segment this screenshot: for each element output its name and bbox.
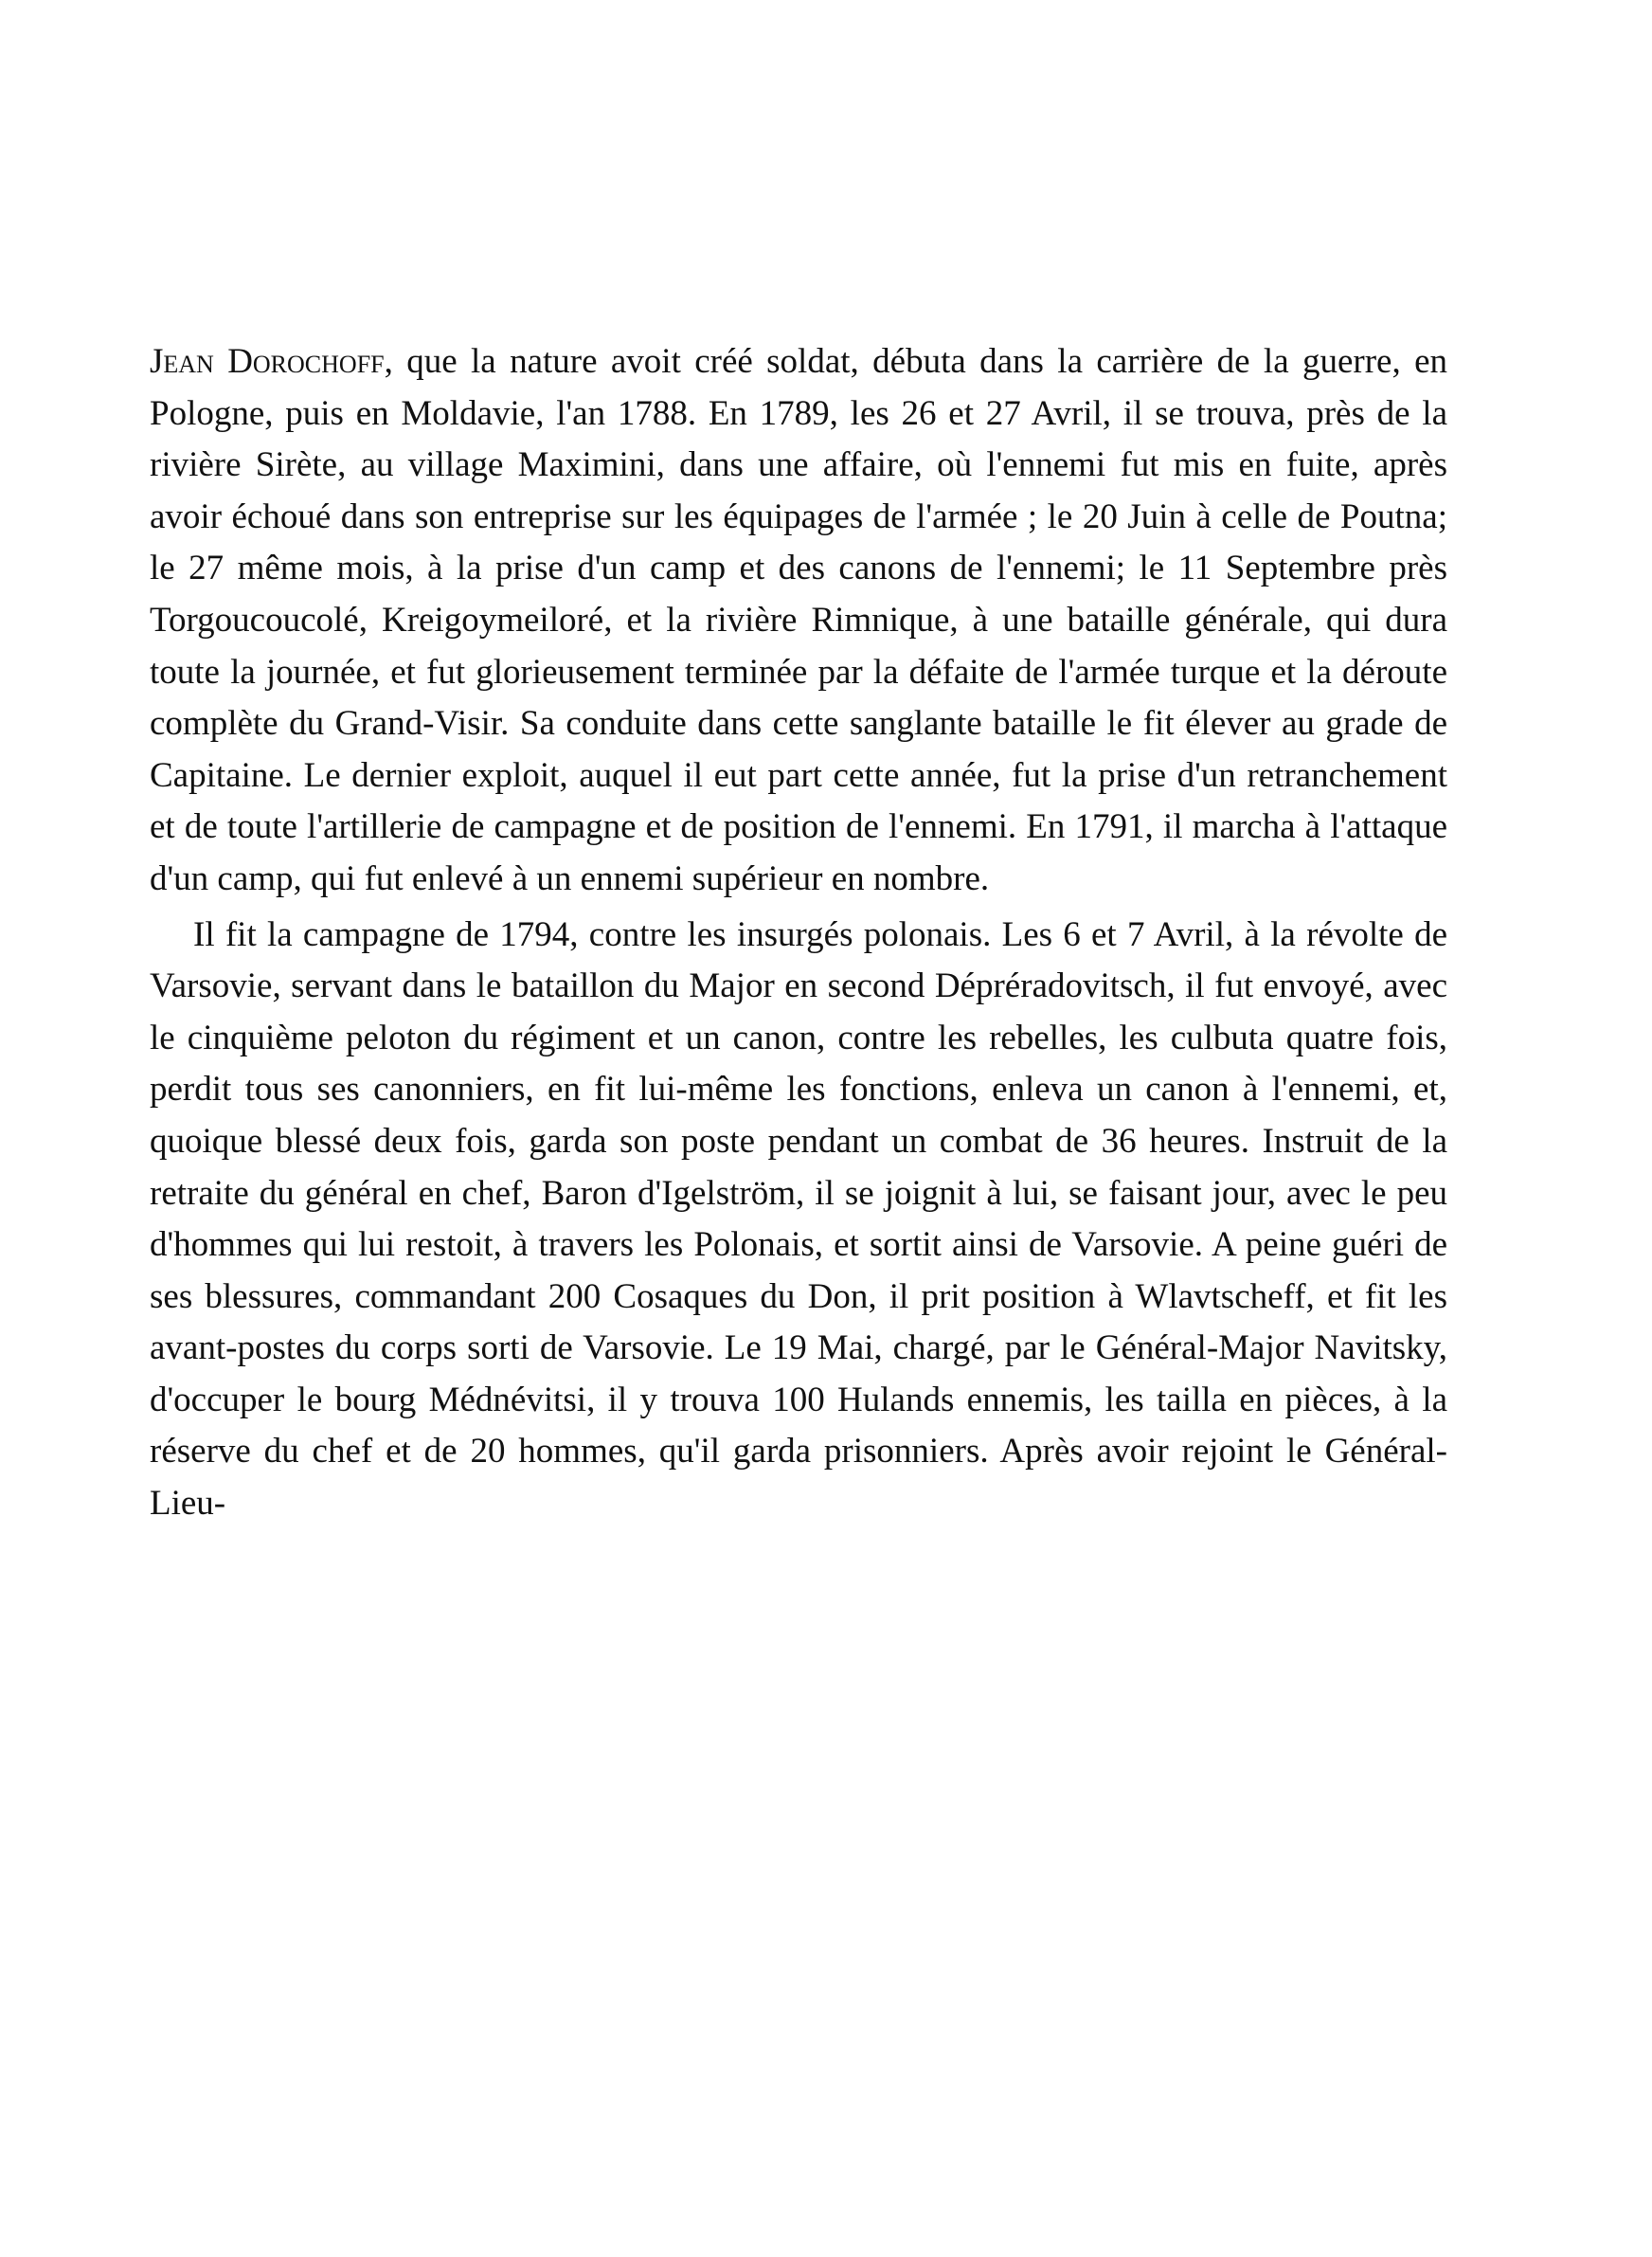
paragraph-2-text: Il fit la campagne de 1794, contre les insurgés polonais. Les 6 et 7 Avril, à la révolte de Varsovie, servant dans le bataillon du Major en second Dépréradovitsch, il fut envoyé, avec le cinquième peloton du régiment et un canon, contre les rebelles, les culbuta quatre fois, perdit tous ses canonniers, en fit lui-même les fonctions, enleva un canon à l'ennemi, et, quoique blessé deux fois, garda son poste pendant un combat de 36 heures. Instruit de la retraite du général en chef, Baron d'Igelström, il se joignit à lui, se faisant jour, avec le peu d'hommes qui lui restoit, à travers les Polonais, et sortit ainsi de Varsovie. A peine guéri de ses blessures, commandant 200 Cosaques du Don, il prit position à Wlavtscheff, et fit les avant-postes du corps sorti de Varsovie. Le 19 Mai, chargé, par le Général-Major Navitsky, d'occuper le bourg Médnévitsi, il y trouva 100 Hulands ennemis, les tailla en pièces, à la réserve du chef et de 20 hommes, qu'il garda prisonniers. Après avoir rejoint le Général-Lieu-	[150, 914, 1447, 1524]
paragraph-1-lead-name: Jean Dorochoff	[150, 342, 385, 381]
paragraph-2	[150, 910, 1447, 1530]
paragraph-1-text: , que la nature avoit créé soldat, débuta dans la carrière de la guerre, en Pologne, puis en Moldavie, l'an 1788. En 1789, les 26 et 27 Avril, il se trouva, près de la rivière Sirète, au village Maximini, dans une affaire, où l'ennemi fut mis en fuite, après avoir échoué dans son entreprise sur les équipages de l'armée ; le 20 Juin à celle de Poutna; le 27 même mois, à la prise d'un camp et des canons de l'ennemi; le 11 Septembre près Torgoucoucolé, Kreigoymeiloré, et la rivière Rimnique, à une bataille générale, qui dura toute la journée, et fut glorieusement terminée par la défaite de l'armée turque et la déroute complète du Grand-Visir. Sa conduite dans cette sanglante bataille le fit élever au grade de Capitaine. Le dernier exploit, auquel il eut part cette année, fut la prise d'un retranchement et de toute l'artillerie de campagne et de position de l'ennemi. En 1791, il marcha à l'attaque d'un camp, qui fut enlevé à un ennemi supérieur en nombre.	[150, 342, 1447, 898]
body-text	[150, 336, 1447, 1530]
paragraph-1	[150, 336, 1447, 906]
